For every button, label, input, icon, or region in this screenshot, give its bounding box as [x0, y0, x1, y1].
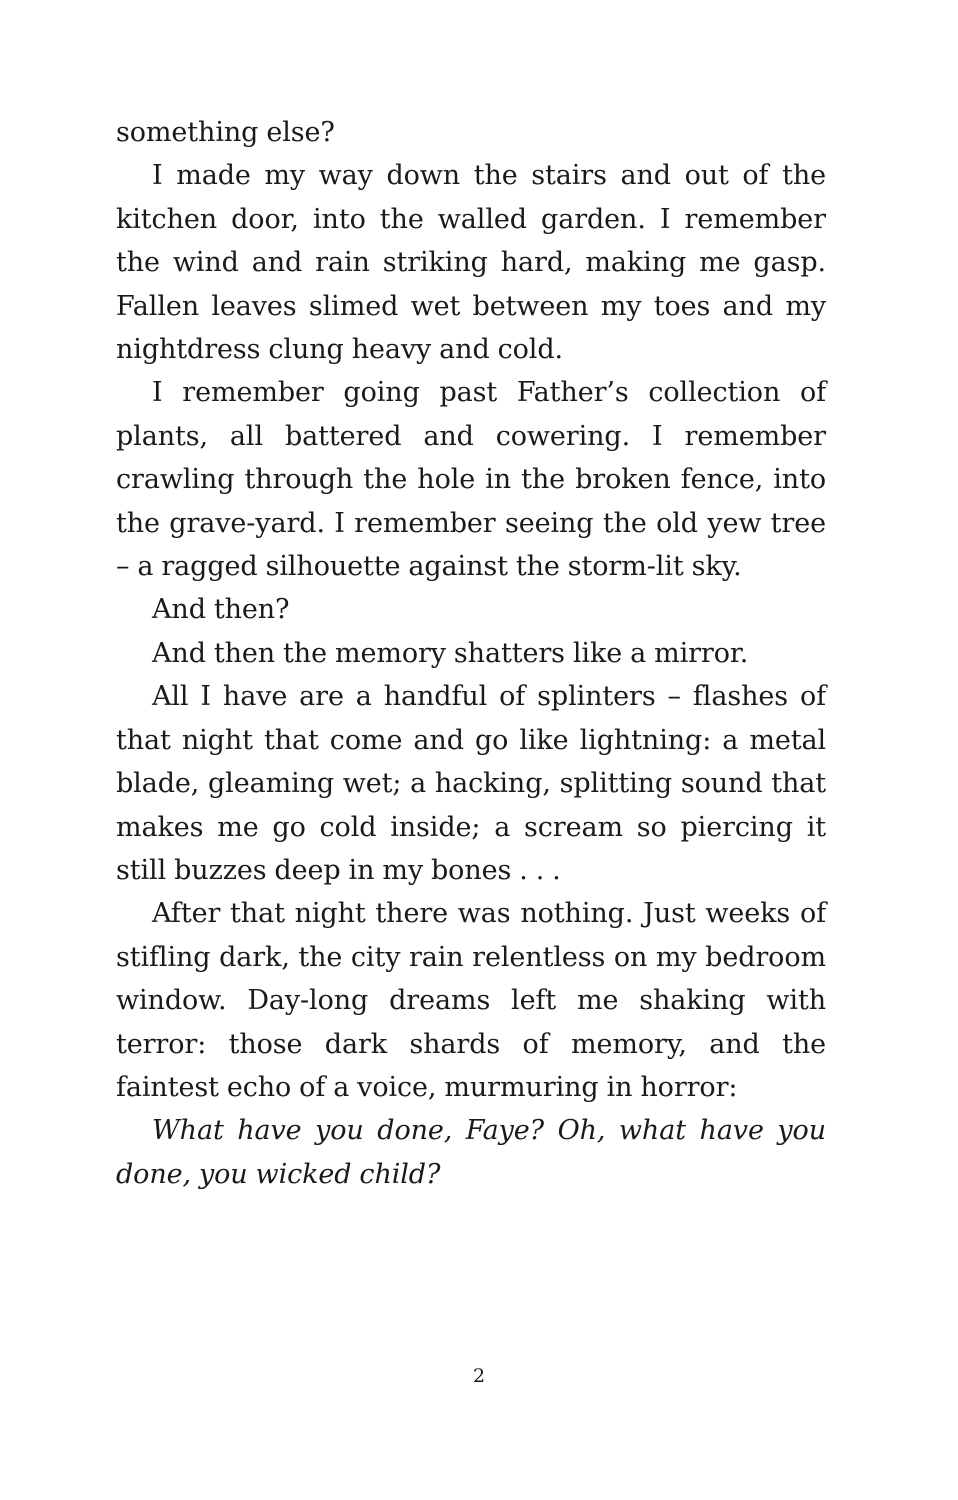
- paragraph-splinters: All I have are a handful of splinters – flashes of that night that come and go like lightning: a metal blade, gleaming wet; a hacking, splitting sound that makes me go cold inside; a scream so piercing it still buzzes deep in my bones . . .: [116, 681, 826, 886]
- paragraph-and-then-question: And then?: [152, 594, 290, 626]
- body-text: [116, 111, 826, 1196]
- paragraph-graveyard: I remember going past Father’s collection of plants, all battered and cowering. I remember crawling through the hole in the broken fence, into the grave-yard. I remember seeing the old yew tree – a ragged silhouette against the storm-lit sky.: [116, 377, 826, 583]
- paragraph-stairs: I made my way down the stairs and out of the kitchen door, into the walled garden. I remember the wind and rain striking hard, making me gasp. Fallen leaves slimed wet between my toes and my nightdress clung heavy and cold.: [116, 160, 826, 366]
- paragraph-after-that-night: After that night there was nothing. Just weeks of stifling dark, the city rain relentless on my bedroom window. Day-long dreams left me shaking with terror: those dark shards of memory, and the faintest echo of a voice, murmuring in horror:: [116, 898, 826, 1103]
- page-number: 2: [472, 1365, 486, 1387]
- paragraph-italic-voice: What have you done, Faye? Oh, what have you done, you wicked child?: [116, 1115, 826, 1190]
- paragraph-memory-shatters: And then the memory shatters like a mirror.: [152, 637, 749, 669]
- paragraph-continuation: something else?: [116, 117, 335, 148]
